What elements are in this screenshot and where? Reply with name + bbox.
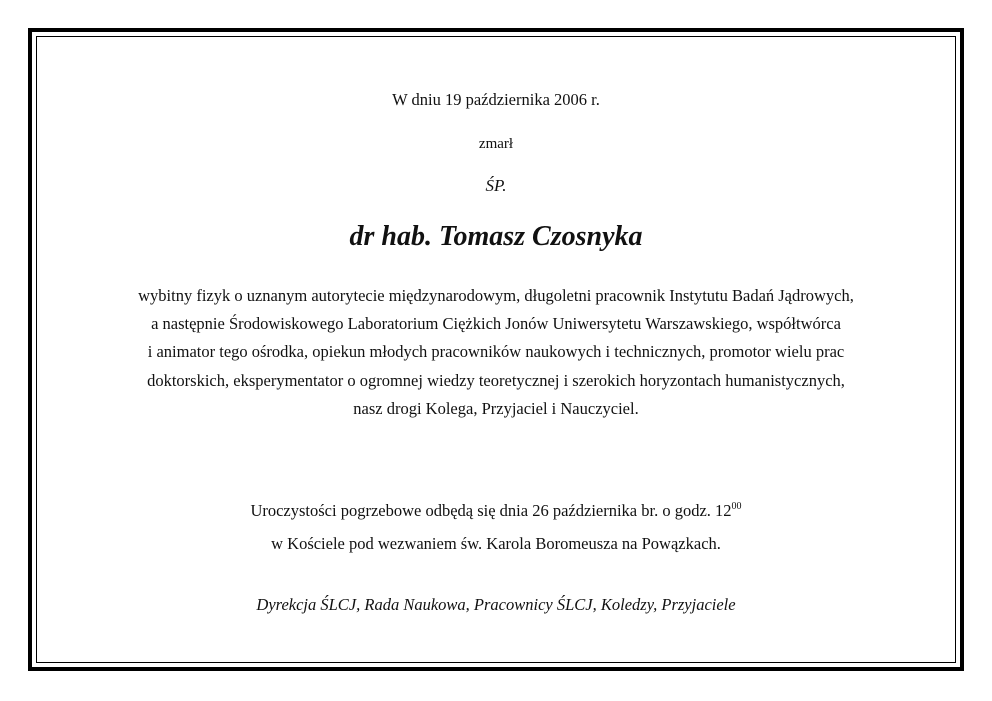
funeral-location-line: w Kościele pod wezwaniem św. Karola Boromeusza na Powązkach. [271, 534, 721, 553]
notice-border-outer [28, 28, 964, 671]
signoff: Dyrekcja ŚLCJ, Rada Naukowa, Pracownicy ŚLCJ, Koledzy, Przyjaciele [256, 595, 736, 614]
died-line: zmarł [478, 136, 514, 152]
biography-line: doktorskich, eksperymentator o ogromnej wiedzy teoretycznej i szerokich horyzontach humanistycznych, [147, 370, 845, 390]
deceased-name: dr hab. Tomasz Czosnyka [349, 221, 643, 252]
funeral-date-text: Uroczystości pogrzebowe odbędą się dnia 26 października br. o godz. 12 [250, 501, 732, 520]
biography-line: i animator tego ośrodka, opiekun młodych pracowników naukowych i technicznych, promotor wielu prac [147, 342, 845, 362]
biography-line: nasz drogi Kolega, Przyjaciel i Nauczyciel. [353, 398, 639, 418]
biography [32, 282, 960, 423]
biography-line: a następnie Środowiskowego Laboratorium Ciężkich Jonów Uniwersytetu Warszawskiego, współtwórca [151, 314, 841, 334]
biography-line: wybitny fizyk o uznanym autorytecie międzynarodowym, długoletni pracownik Instytutu Badań Jądrowych, [138, 286, 854, 305]
funeral-date-line [32, 501, 960, 521]
obituary-notice [32, 32, 960, 667]
honorific: ŚP. [485, 176, 507, 195]
funeral-time-minutes: 00 [731, 501, 742, 512]
date-line: W dniu 19 października 2006 r. [392, 90, 600, 109]
